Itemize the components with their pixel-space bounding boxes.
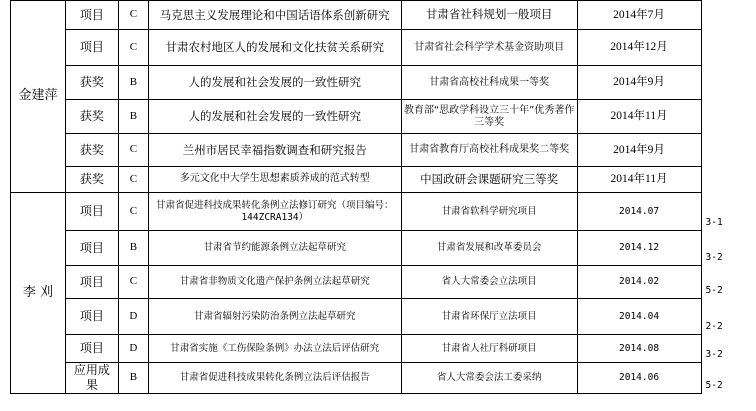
- table-row: [11, 167, 756, 193]
- grade-cell: C: [118, 167, 148, 193]
- category-cell: 项目: [65, 335, 118, 363]
- funding-cell: 甘肃省社科规划一般项目: [401, 1, 577, 30]
- blank-margin: [701, 1, 756, 193]
- extra-code-cell: 3-2: [705, 251, 723, 263]
- grade-cell: C: [118, 266, 148, 299]
- funding-cell: 省人大常委会立法项目: [401, 266, 577, 299]
- category-cell: 项目: [65, 30, 118, 66]
- table-row: [11, 299, 756, 335]
- grade-cell: B: [118, 100, 148, 134]
- category-cell: 应用成果: [65, 363, 118, 394]
- grade-cell: D: [118, 299, 148, 335]
- funding-cell: 甘肃省教育厅高校社科成果奖二等奖: [401, 134, 577, 167]
- title-cell: 马克思主义发展理论和中国话语体系创新研究: [148, 1, 401, 30]
- date-cell: 2014.12: [577, 231, 701, 266]
- title-cell: 甘肃省非物质文化遗产保护条例立法起草研究: [148, 266, 401, 299]
- title-cell: 甘肃省促进科技成果转化条例立法后评估报告: [148, 363, 401, 394]
- grade-cell: B: [118, 231, 148, 266]
- funding-cell: 甘肃省人社厅科研项目: [401, 335, 577, 363]
- table-row: [11, 231, 756, 266]
- title-cell: 多元文化中大学生思想素质养成的范式转型: [148, 167, 401, 193]
- grade-cell: B: [118, 66, 148, 100]
- category-cell: 项目: [65, 1, 118, 30]
- date-cell: 2014.07: [577, 193, 701, 231]
- category-cell: 项目: [65, 193, 118, 231]
- date-cell: 2014年11月: [577, 100, 701, 134]
- table-row: [11, 363, 756, 394]
- grade-cell: C: [118, 134, 148, 167]
- category-cell: 获奖: [65, 134, 118, 167]
- category-cell: 项目: [65, 266, 118, 299]
- category-cell: 获奖: [65, 100, 118, 134]
- title-cell: 甘肃省节约能源条例立法起草研究: [148, 231, 401, 266]
- funding-cell: 教育部“思政学科设立三十年”优秀著作三等奖: [401, 100, 577, 134]
- title-cell: 人的发展和社会发展的一致性研究: [148, 66, 401, 100]
- date-cell: 2014.06: [577, 363, 701, 394]
- table-row: [11, 193, 756, 231]
- table-row: [11, 66, 756, 100]
- grade-cell: D: [118, 335, 148, 363]
- extra-code-cell: 5-2: [705, 379, 723, 391]
- category-cell: 获奖: [65, 167, 118, 193]
- date-cell: 2014年9月: [577, 66, 701, 100]
- title-cell: 甘肃省促进科技成果转化条例立法修订研究（项目编号：144ZCRA134）: [148, 193, 401, 231]
- table-row: [11, 100, 756, 134]
- category-cell: 获奖: [65, 66, 118, 100]
- person-name-cell: 李 刈: [11, 193, 66, 394]
- title-cell: 甘肃农村地区人的发展和文化扶贫关系研究: [148, 30, 401, 66]
- date-cell: 2014年11月: [577, 167, 701, 193]
- date-cell: 2014年9月: [577, 134, 701, 167]
- table-row: [11, 134, 756, 167]
- funding-cell: 省人大常委会法工委采纳: [401, 363, 577, 394]
- person-name-cell: 金建萍: [11, 1, 66, 193]
- extra-code-cell: 3-1: [705, 216, 723, 228]
- extra-code-cell: 5-2: [705, 284, 723, 296]
- category-cell: 项目: [65, 231, 118, 266]
- extra-code-cell: 3-2: [705, 348, 723, 360]
- grade-cell: C: [118, 30, 148, 66]
- funding-cell: 中国政研会课题研究三等奖: [401, 167, 577, 193]
- table-row: [11, 335, 756, 363]
- category-cell: 项目: [65, 299, 118, 335]
- date-cell: 2014.02: [577, 266, 701, 299]
- title-cell: 甘肃省实施《工伤保险条例》办法立法后评估研究: [148, 335, 401, 363]
- table-row: [11, 30, 756, 66]
- date-cell: 2014年12月: [577, 30, 701, 66]
- table-row: [11, 266, 756, 299]
- funding-cell: 甘肃省高校社科成果一等奖: [401, 66, 577, 100]
- extra-code-cell: 2-2: [705, 320, 723, 332]
- grade-cell: B: [118, 363, 148, 394]
- title-cell: 兰州市居民幸福指数调查和研究报告: [148, 134, 401, 167]
- grade-cell: C: [118, 1, 148, 30]
- title-cell: 人的发展和社会发展的一致性研究: [148, 100, 401, 134]
- date-cell: 2014.04: [577, 299, 701, 335]
- achievement-table: [10, 0, 756, 394]
- date-cell: 2014年7月: [577, 1, 701, 30]
- title-cell: 甘肃省辐射污染防治条例立法起草研究: [148, 299, 401, 335]
- funding-cell: 甘肃省环保厅立法项目: [401, 299, 577, 335]
- funding-cell: 甘肃省社会科学学术基金资助项目: [401, 30, 577, 66]
- funding-cell: 甘肃省软科学研究项目: [401, 193, 577, 231]
- funding-cell: 甘肃省发展和改革委员会: [401, 231, 577, 266]
- date-cell: 2014.08: [577, 335, 701, 363]
- table-row: [11, 1, 756, 30]
- grade-cell: C: [118, 193, 148, 231]
